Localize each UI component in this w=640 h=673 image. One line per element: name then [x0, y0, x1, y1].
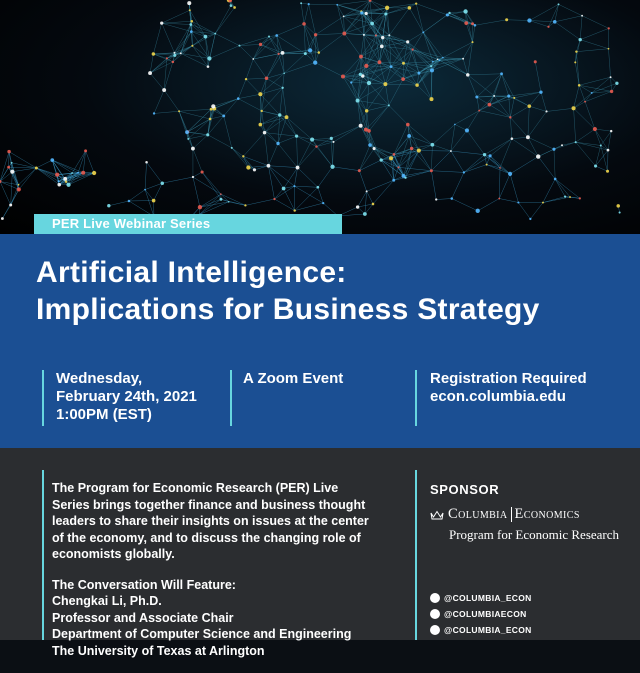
- event-time: 1:00PM (EST): [56, 406, 197, 424]
- event-title-line1: Artificial Intelligence:: [36, 254, 636, 291]
- series-description: [52, 480, 402, 563]
- description-line: leaders to share their insights on issues at the center: [52, 513, 402, 530]
- hero-network-image: [0, 0, 640, 236]
- social-twitter[interactable]: [430, 593, 532, 603]
- divider-bar: [415, 470, 417, 640]
- event-title-line2: Implications for Business Strategy: [36, 291, 636, 328]
- logo-columbia: Columbia: [448, 506, 508, 523]
- registration-block: [430, 370, 587, 406]
- about-text: [52, 480, 402, 673]
- divider-bar: [230, 370, 232, 426]
- social-facebook[interactable]: [430, 609, 527, 619]
- instagram-icon: [430, 625, 440, 635]
- event-type: A Zoom Event: [243, 370, 343, 388]
- speaker-title: Professor and Associate Chair: [52, 610, 402, 627]
- registration-text: Registration Required: [430, 370, 587, 388]
- logo-economics: Economics: [515, 506, 580, 523]
- facebook-handle: @COLUMBIAECON: [444, 609, 527, 619]
- twitter-icon: [430, 593, 440, 603]
- speaker-info: [52, 577, 402, 660]
- network-nodes: [0, 0, 621, 222]
- facebook-icon: [430, 609, 440, 619]
- description-line: Series brings together finance and business thought: [52, 497, 402, 514]
- crown-icon: [430, 510, 444, 520]
- description-line: economists globally.: [52, 546, 402, 563]
- logo-divider: [511, 507, 512, 522]
- description-line: of the economy, and to discuss the changing role of: [52, 530, 402, 547]
- sponsor-label: SPONSOR: [430, 482, 499, 497]
- date-line2: February 24th, 2021: [56, 388, 197, 406]
- divider-bar: [42, 370, 44, 426]
- series-tag: PER Live Webinar Series: [34, 214, 342, 234]
- instagram-handle: @COLUMBIA_ECON: [444, 625, 532, 635]
- event-type-block: [243, 370, 343, 388]
- speaker-university: The University of Texas at Arlington: [52, 643, 402, 660]
- feature-heading: The Conversation Will Feature:: [52, 577, 402, 594]
- logo-subtitle: Program for Economic Research: [449, 527, 619, 543]
- description-line: The Program for Economic Research (PER) Live: [52, 480, 402, 497]
- social-instagram[interactable]: [430, 625, 532, 635]
- date-line1: Wednesday,: [56, 370, 197, 388]
- divider-bar: [42, 470, 44, 640]
- event-title: [36, 254, 636, 328]
- speaker-name: Chengkai Li, Ph.D.: [52, 593, 402, 610]
- date-time-block: [56, 370, 197, 424]
- registration-website-link[interactable]: econ.columbia.edu: [430, 388, 587, 406]
- speaker-department: Department of Computer Science and Engineering: [52, 626, 402, 643]
- columbia-economics-logo: [430, 506, 619, 543]
- divider-bar: [415, 370, 417, 426]
- twitter-handle: @COLUMBIA_ECON: [444, 593, 532, 603]
- network-lines: [0, 0, 620, 220]
